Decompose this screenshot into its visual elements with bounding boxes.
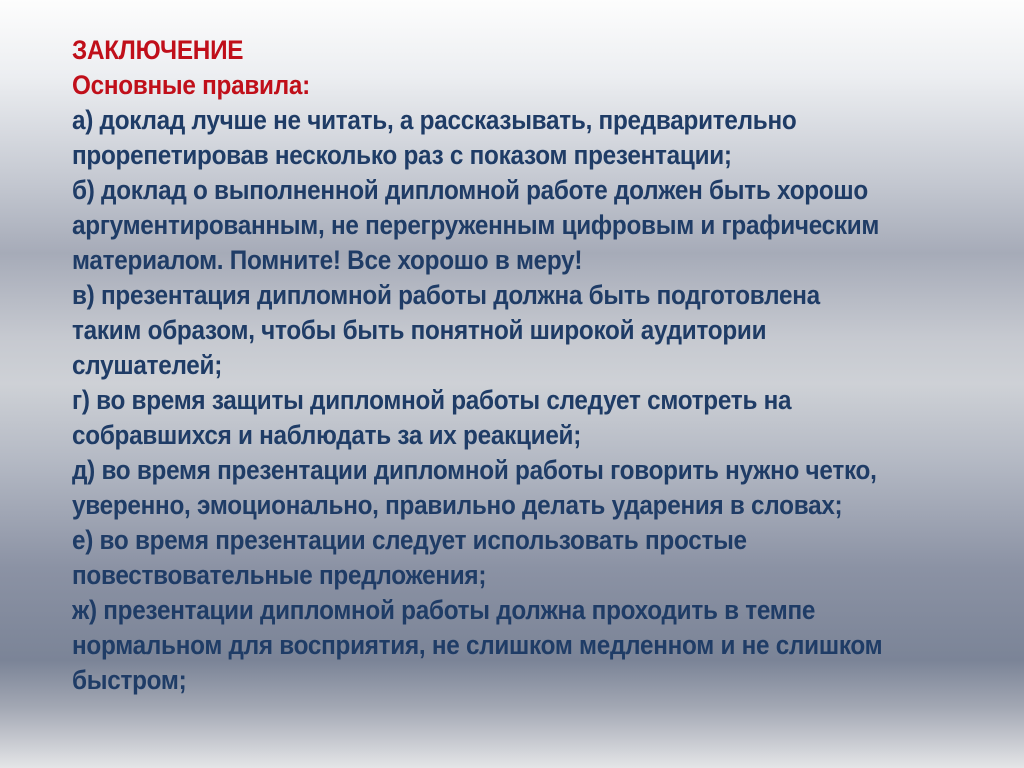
body-line: аргументированным, не перегруженным цифровым и графическим [72,210,880,240]
body-line: б) доклад о выполненной дипломной работе должен быть хорошо [72,175,868,205]
body-line: повествовательные предложения; [72,560,487,590]
body-line: материалом. Помните! Все хорошо в меру! [72,245,583,275]
body-line: уверенно, эмоционально, правильно делать ударения в словах; [72,490,843,520]
body-line: д) во время презентации дипломной работы говорить нужно четко, [72,455,877,485]
body-line: г) во время защиты дипломной работы следует смотреть на [72,385,792,415]
body-line: быстром; [72,665,187,695]
slide-title: ЗАКЛЮЧЕНИЕ [72,35,244,65]
body-line: в) презентация дипломной работы должна быть подготовлена [72,280,820,310]
body-line: собравшихся и наблюдать за их реакцией; [72,420,582,450]
body-line: ж) презентации дипломной работы должна проходить в темпе [72,595,816,625]
slide-text-block [72,33,981,698]
body-line: слушателей; [72,350,223,380]
body-line: нормальном для восприятия, не слишком медленном и не слишком [72,630,883,660]
slide-subtitle: Основные правила: [72,70,310,100]
body-line: а) доклад лучше не читать, а рассказывать, предварительно [72,105,797,135]
body-line: прорепетировав несколько раз с показом презентации; [72,140,732,170]
body-line: е) во время презентации следует использовать простые [72,525,747,555]
body-line: таким образом, чтобы быть понятной широкой аудитории [72,315,767,345]
